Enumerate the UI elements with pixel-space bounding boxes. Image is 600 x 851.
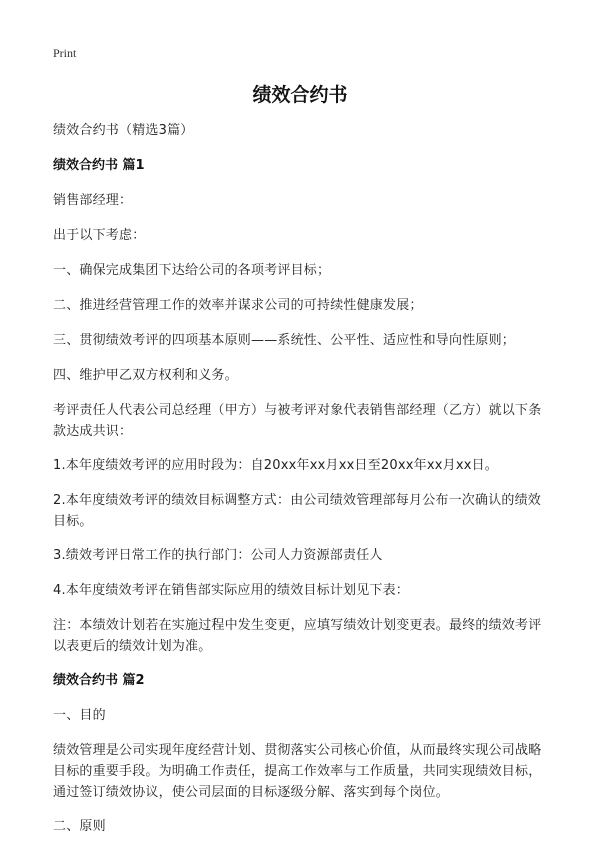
document-subtitle: 绩效合约书（精选3篇） [53, 123, 194, 138]
section-heading-2: 绩效合约书 篇2 [53, 673, 145, 688]
paragraph: 一、目的 [53, 708, 106, 723]
paragraph: 注：本绩效计划若在实施过程中发生变更，应填写绩效计划变更表。最终的绩效考评以表更后的绩效计划为准。 [53, 618, 542, 654]
paragraph: 2.本年度绩效考评的绩效目标调整方式：由公司绩效管理部每月公布一次确认的绩效目标。 [53, 493, 542, 529]
print-link[interactable]: Print [53, 46, 77, 60]
paragraph: 4.本年度绩效考评在销售部实际应用的绩效目标计划见下表： [53, 583, 410, 598]
paragraph: 1.本年度绩效考评的应用时段为：自20xx年xx月xx日至20xx年xx月xx日。 [53, 458, 499, 473]
paragraph: 二、推进经营管理工作的效率并谋求公司的可持续性健康发展； [53, 298, 423, 313]
paragraph: 四、维护甲乙双方权利和义务。 [53, 368, 238, 383]
paragraph: 销售部经理： [53, 193, 133, 208]
paragraph: 考评责任人代表公司总经理（甲方）与被考评对象代表销售部经理（乙方）就以下条款达成共识： [53, 403, 542, 439]
document-body [53, 120, 553, 851]
paragraph: 二、原则 [53, 819, 106, 834]
document-title: 绩效合约书 [252, 84, 348, 106]
paragraph: 一、确保完成集团下达给公司的各项考评目标； [53, 263, 331, 278]
section-heading-1: 绩效合约书 篇1 [53, 158, 145, 173]
paragraph: 出于以下考虑： [53, 228, 146, 243]
paragraph: 三、贯彻绩效考评的四项基本原则——系统性、公平性、适应性和导向性原则； [53, 333, 516, 348]
paragraph: 绩效管理是公司实现年度经营计划、贯彻落实公司核心价值，从而最终实现公司战略目标的重要手段。为明确工作责任，提高工作效率与工作质量，共同实现绩效目标，通过签订绩效协议，使公司层面的目标逐级分解、落实到每个岗位。 [53, 743, 542, 800]
paragraph: 3.绩效考评日常工作的执行部门：公司人力资源部责任人 [53, 548, 383, 563]
